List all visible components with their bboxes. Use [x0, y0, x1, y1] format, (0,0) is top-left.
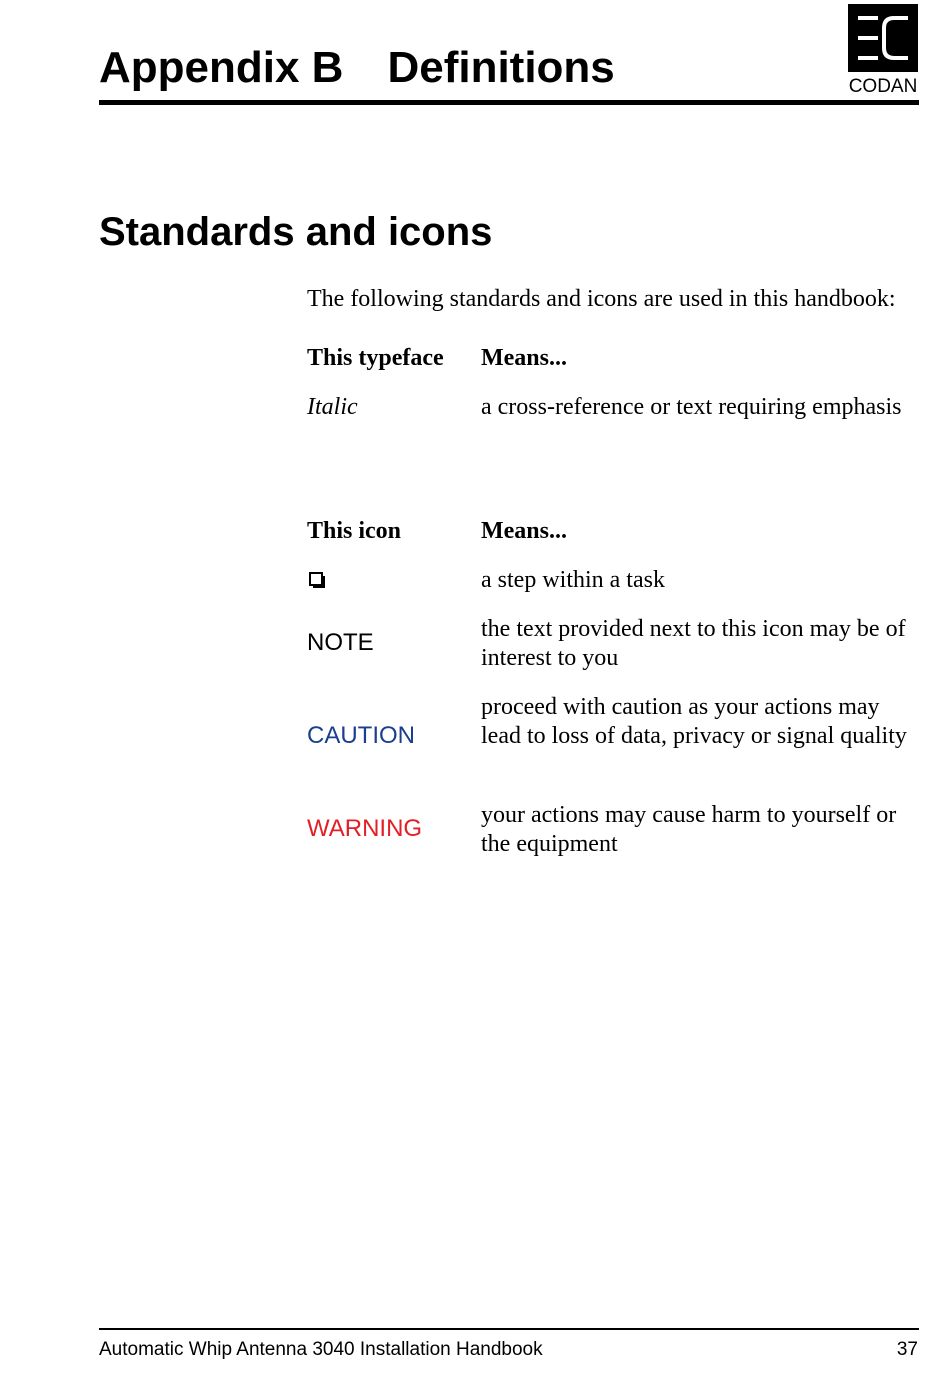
- page-title: [99, 40, 615, 96]
- typeface-italic-meaning: a cross-reference or text requiring emphasis: [481, 394, 902, 420]
- warning-label: WARNING: [307, 815, 423, 842]
- appendix-title: Definitions: [387, 43, 615, 92]
- icon-col-header: This icon: [307, 518, 402, 544]
- typeface-means-header: Means...: [481, 345, 567, 371]
- typeface-col-header: This typeface: [307, 345, 444, 371]
- caution-label: CAUTION: [307, 722, 415, 749]
- logo-text: CODAN: [848, 76, 918, 97]
- footer-rule: [99, 1328, 919, 1330]
- footer-title: Automatic Whip Antenna 3040 Installation Handbook: [99, 1339, 543, 1360]
- icon-means-header: Means...: [481, 518, 567, 544]
- header-rule: [99, 100, 919, 105]
- page-header: [99, 40, 839, 96]
- checkbox-meaning: a step within a task: [481, 567, 665, 593]
- checkbox-icon: [309, 572, 326, 589]
- page-number: 37: [896, 1339, 918, 1360]
- note-label: NOTE: [307, 629, 374, 656]
- warning-meaning: your actions may cause harm to yourself or the equipment: [481, 802, 897, 857]
- caution-meaning: proceed with caution as your actions may lead to loss of data, privacy or signal quality: [481, 694, 907, 749]
- codan-logo-icon: [848, 4, 918, 72]
- intro-text: The following standards and icons are used in this handbook:: [307, 286, 896, 312]
- note-meaning: the text provided next to this icon may be of interest to you: [481, 616, 906, 671]
- section-title: Standards and icons: [99, 210, 493, 254]
- typeface-italic: Italic: [307, 394, 358, 420]
- codan-logo: [848, 4, 918, 98]
- appendix-label: Appendix B: [99, 43, 344, 92]
